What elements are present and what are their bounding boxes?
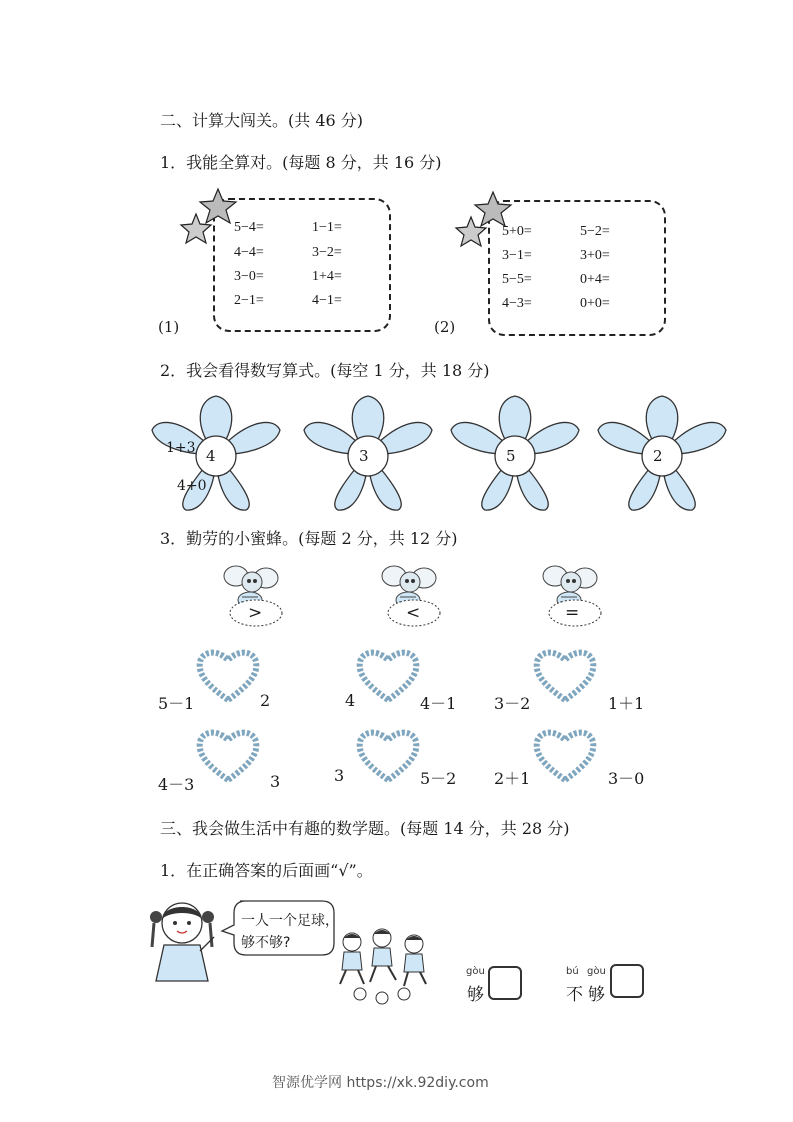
dashed-box-1 [213, 198, 391, 332]
heart-icon[interactable] [533, 728, 597, 784]
equation: 4−3= [502, 296, 532, 311]
compare-right: 3 [270, 772, 281, 791]
section3-q1-title: 1．在正确答案的后面画“√”。 [160, 861, 373, 880]
flower-center: 3 [359, 447, 369, 465]
section3-title: 三、我会做生活中有趣的数学题。(每题 14 分，共 28 分) [160, 819, 570, 838]
checkbox-enough[interactable] [488, 966, 522, 1000]
equation: 3−2= [312, 245, 342, 260]
compare-left: 3 [334, 766, 345, 785]
q3-title: 3．勤劳的小蜜蜂。(每题 2 分，共 12 分) [160, 529, 458, 548]
compare-left: 4－3 [158, 775, 195, 794]
compare-left: 3－2 [494, 694, 531, 713]
flower-center: 5 [506, 447, 516, 465]
checkbox-not-enough[interactable] [610, 964, 644, 998]
petal-answer: 4+0 [177, 478, 207, 494]
equation: 5−2= [580, 224, 610, 239]
heart-icon[interactable] [356, 648, 420, 704]
heart-icon[interactable] [196, 648, 260, 704]
compare-left: 2＋1 [494, 769, 531, 788]
group1-label: (1) [158, 318, 180, 336]
equation: 3−0= [234, 269, 264, 284]
pinyin: gòu [587, 966, 606, 977]
equation: 1−1= [312, 220, 342, 235]
equation: 4−4= [234, 245, 264, 260]
heart-icon[interactable] [196, 728, 260, 784]
compare-right: 1＋1 [608, 694, 645, 713]
equation: 5−4= [234, 220, 264, 235]
q1-title: 1．我能全算对。(每题 8 分，共 16 分) [160, 153, 442, 172]
pinyin: bú [566, 966, 579, 977]
equation: 0+0= [580, 296, 610, 311]
equation: 4−1= [312, 293, 342, 308]
flower-center: 4 [206, 447, 216, 465]
speech-text-2: 够不够? [241, 935, 291, 951]
heart-icon[interactable] [356, 728, 420, 784]
bee-sign: < [406, 603, 421, 623]
girl-illustration [146, 895, 226, 985]
bee-sign: = [565, 603, 580, 623]
compare-right: 3－0 [608, 769, 645, 788]
compare-left: 5－1 [158, 694, 195, 713]
petal-answer: 1+3 [166, 440, 196, 456]
bee-sign: > [248, 603, 263, 623]
equation: 1+4= [312, 269, 342, 284]
flower-center: 2 [653, 447, 663, 465]
compare-right: 2 [260, 691, 271, 710]
dashed-box-2 [488, 200, 666, 336]
option-text: 够 [588, 985, 605, 1005]
section2-title: 二、计算大闯关。(共 46 分) [160, 111, 364, 130]
equation: 3+0= [580, 248, 610, 263]
compare-right: 4－1 [420, 694, 457, 713]
option-text: 不 [566, 985, 583, 1005]
kids-playing-illustration [330, 926, 440, 1006]
equation: 2−1= [234, 293, 264, 308]
equation: 5+0= [502, 224, 532, 239]
equation: 0+4= [580, 272, 610, 287]
star-icons-1 [178, 187, 238, 257]
equation: 5−5= [502, 272, 532, 287]
pinyin: gòu [466, 966, 485, 977]
option-text: 够 [467, 985, 484, 1005]
group2-label: (2) [434, 318, 456, 336]
compare-left: 4 [345, 691, 356, 710]
equation: 3−1= [502, 248, 532, 263]
compare-right: 5－2 [420, 769, 457, 788]
speech-text-1: 一人一个足球， [241, 913, 339, 929]
heart-icon[interactable] [533, 648, 597, 704]
footer-watermark: 智源优学网 https://xk.92diy.com [272, 1075, 489, 1091]
q2-title: 2．我会看得数写算式。(每空 1 分，共 18 分) [160, 361, 490, 380]
